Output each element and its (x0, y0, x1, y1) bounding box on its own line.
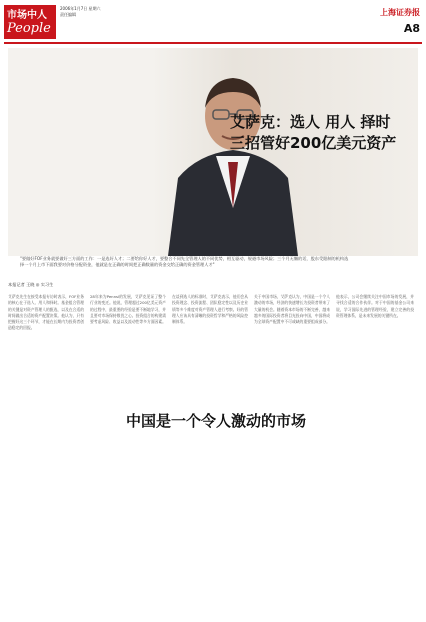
section-name-en: People (7, 21, 51, 36)
page-header (0, 0, 426, 44)
photo-caption: "要做好FOF业务就要做好三方面的工作：一是选好人才；二要给你好人才，要整合不同先全管理人的不同优势，相互驱动，规避市场风险；三个月无懈的话，股东受限制的机构选择一个月上市下面我要对价格分配资金，他就是在正确的时间把正确数量的资金交给正确的资金管理人才" (20, 256, 349, 268)
portrait-image (158, 58, 308, 256)
newspaper-name: 上海证券报 (380, 7, 420, 17)
section-name-cn: 市场中人 (7, 10, 47, 21)
article-column-2: 28年来为Pennsl的发展，艾萨克见证了整个行业的变迁。他说，管理超过200亿美元资产的过程中，最重要的经验是要不断地学习，并且要对市场保持敬畏之心。投资组合的构建需要考虑风险、收益以及流动性等多方面因素。 (90, 294, 166, 325)
article-headline (230, 112, 396, 154)
issue-meta (60, 6, 101, 18)
issue-date: 2006年1月7日 星期六 (60, 6, 101, 11)
issue-editor: 责任编辑 (60, 12, 76, 17)
article-column-5: 他表示，公司会继续关注中国市场的发展，并寻找合适的合作伙伴。对于中国的基金公司来说，学习国际先进的管理经验，建立完善的投资管理体系，是未来发展的关键所在。 (336, 294, 414, 318)
page-number: A8 (403, 22, 420, 35)
feature-photo (8, 48, 418, 256)
section-logo (4, 5, 56, 39)
article-body (8, 282, 418, 331)
article-column-3: 在谈到选人的标准时，艾萨克表示，他们会从投资理念、投资流程、团队稳定性以及历史业绩等多个维度对资产管理人进行考察。好的管理人应该具有清晰的投资哲学和严格的风险控制体系。 (172, 294, 248, 325)
headline-line-2: 三招管好200亿美元资产 (230, 134, 397, 152)
section-title: 中国是一个令人激动的市场 (126, 412, 307, 430)
headline-line-1: 艾萨克：选人 用人 择时 (230, 113, 391, 131)
byline: 本报记者 王晓 ◎ 实习生 (8, 282, 54, 287)
article-column-1: 艾萨克先生在接受本报专访时表示，FOF业务的核心在于选人、用人和择时。基金组合管理的关键是对资产管理人的甄选，以及在合适的时间做出合适的资产配置决策。他认为，只有把握好这三个环节，才能在长期内为投资者创造稳定的回报。 (8, 294, 84, 331)
article-column-4: 关于中国市场，艾萨克认为，中国是一个令人激动的市场，经济的快速增长为投资者带来了大量的机会。随着资本市场的不断完善，越来越多的国际投资者将目光投向中国，中国将成为全球资产配置中不可或缺的重要组成部分。 (254, 294, 330, 325)
header-rule (4, 42, 422, 44)
